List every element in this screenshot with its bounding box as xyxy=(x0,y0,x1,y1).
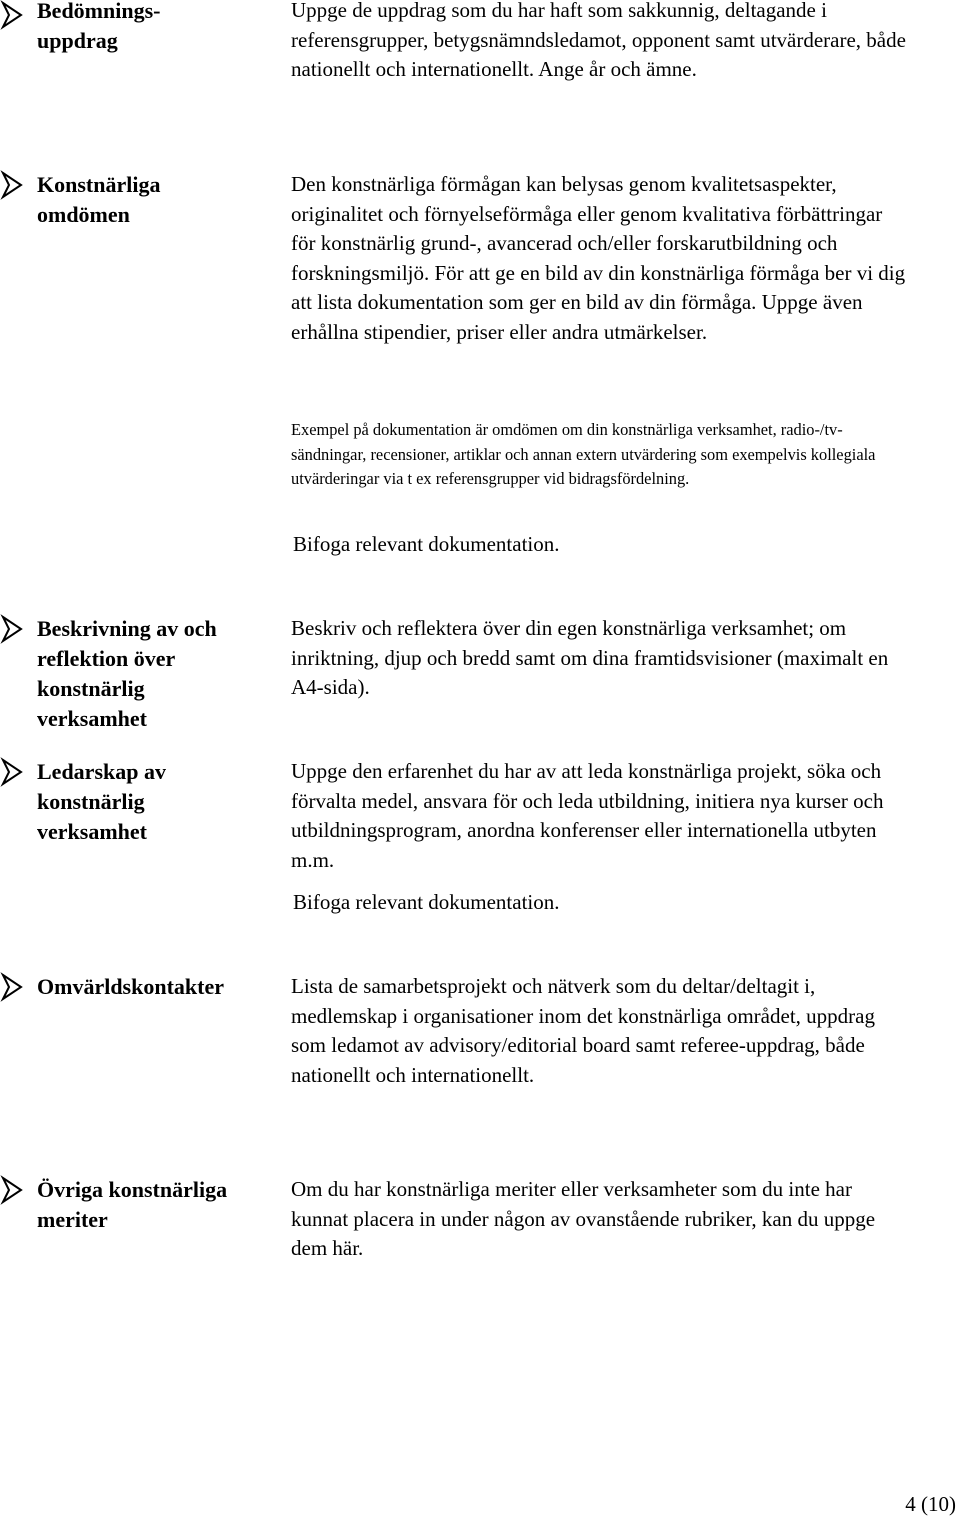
heading-line: Omvärldskontakter xyxy=(37,974,224,999)
attachment-note: Bifoga relevant dokumentation. xyxy=(293,532,560,556)
arrowhead-bullet-icon xyxy=(0,1175,26,1205)
section-description: Uppge den erfarenhet du har av att leda konstnärliga projekt, söka och förvalta medel, ansvara för och leda utbildning, initiera nya kurser och utbildningsprogram, anordna konferenser eller internationella utbyten m.m. xyxy=(291,759,884,872)
section-description: Uppge de uppdrag som du har haft som sakkunnig, deltagande i referensgrupper, betygsnämndsledamot, opponent samt utvärderare, både nationellt och internationellt. Ange år och ämne. xyxy=(291,0,906,82)
section-heading xyxy=(37,170,160,230)
arrowhead-bullet-icon xyxy=(0,170,26,200)
heading-line: Bedömnings- xyxy=(37,0,161,23)
section-description: Den konstnärliga förmågan kan belysas genom kvalitetsaspekter, originalitet och förnyelseförmåga eller genom kvalitativa förbättringar för konstnärlig grund-, avancerad och/eller forskarutbildning och forskningsmiljö. För att ge en bild av din konstnärliga förmåga ber vi dig att lista dokumentation som ger en bild av din förmåga. Uppge även erhållna stipendier, priser eller andra utmärkelser. xyxy=(291,172,906,344)
heading-line: verksamhet xyxy=(37,819,147,844)
section-description: Om du har konstnärliga meriter eller verksamheter som du inte har kunnat placera in under någon av ovanstående rubriker, kan du uppge dem här. xyxy=(291,1177,876,1261)
heading-line: Övriga konstnärliga xyxy=(37,1177,228,1202)
attachment-note: Bifoga relevant dokumentation. xyxy=(293,890,560,914)
heading-line: konstnärlig xyxy=(37,789,145,814)
section-heading xyxy=(37,757,166,847)
heading-line: Beskrivning av och xyxy=(37,616,217,641)
arrowhead-bullet-icon xyxy=(0,757,26,787)
example-text: Exempel på dokumentation är omdömen om din konstnärliga verksamhet, radio-/tv-sändningar, recensioner, artiklar och annan extern utvärdering som exempelvis kollegiala utvärderingar via t ex referensgrupper vid bidragsfördelning. xyxy=(291,420,876,489)
arrowhead-bullet-icon xyxy=(0,0,26,30)
page-number: 4 (10) xyxy=(905,1492,956,1516)
arrowhead-bullet-icon xyxy=(0,972,26,1002)
heading-line: Konstnärliga xyxy=(37,172,161,197)
heading-line: reflektion över xyxy=(37,646,176,671)
heading-line: uppdrag xyxy=(37,28,118,53)
section-heading xyxy=(37,1175,227,1235)
section-heading xyxy=(37,972,224,1002)
heading-line: omdömen xyxy=(37,202,130,227)
section-heading xyxy=(37,614,217,734)
heading-line: meriter xyxy=(37,1207,108,1232)
section-description: Lista de samarbetsprojekt och nätverk som du deltar/deltagit i, medlemskap i organisationer inom det konstnärliga området, uppdrag som ledamot av advisory/editorial board samt referee-uppdrag, både nationellt och internationellt. xyxy=(291,974,875,1087)
heading-line: verksamhet xyxy=(37,706,147,731)
heading-line: Ledarskap av xyxy=(37,759,166,784)
section-description: Beskriv och reflektera över din egen konstnärliga verksamhet; om inriktning, djup och bredd samt om dina framtidsvisioner (maximalt en A4-sida). xyxy=(291,616,889,700)
arrowhead-bullet-icon xyxy=(0,614,26,644)
section-heading xyxy=(37,0,160,56)
heading-line: konstnärlig xyxy=(37,676,145,701)
